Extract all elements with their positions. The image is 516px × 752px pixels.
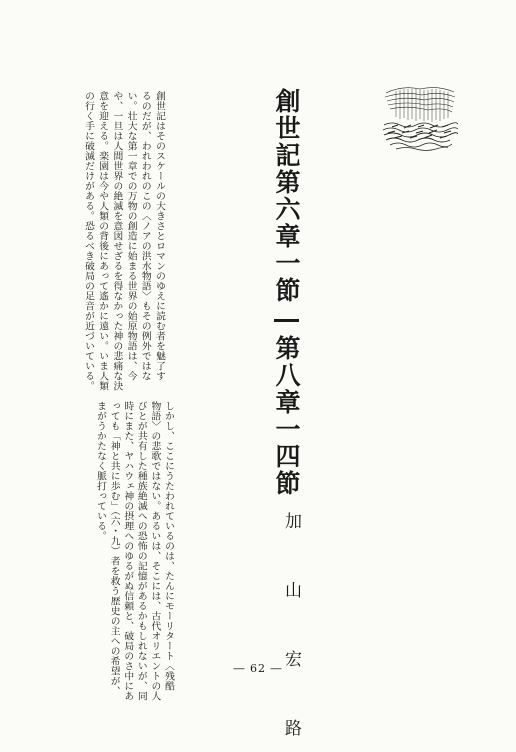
body-line: 時にまた、ヤハウェ神の摂理へのゆるがぬ信頼と、破局のさ中にあ [122, 401, 134, 701]
body-line: まがうかたなく脈打っている。 [95, 401, 107, 541]
article-title: 創世記第六章一節―第八章一四節 [272, 88, 301, 497]
body-line: しかし、ここにうたわれているのは、たんにモーリタート〈残酷 [163, 401, 174, 691]
intro-line: るのだが、われわれのこの〈ノアの洪水物語〉もその例外ではな [139, 91, 151, 381]
intro-line: 意を迎える。楽園は今や人類の背後にあって遙かに遠い。いま人類 [97, 91, 109, 391]
body-line: 物語〉の悲歌ではない。あるいは、そこには、古代オリエントの人 [149, 401, 161, 701]
body-line: びとが共有した種族絶滅への恐怖の記憶があるかもしれないが、同 [135, 401, 147, 701]
intro-line: や、一旦は人間世界の絶滅を意図せざるを得なかった神の悲痛な決 [111, 91, 123, 391]
intro-line: の行く手に破滅だけがある。恐るべき破局の足音が近づいている。 [82, 91, 94, 391]
intro-paragraph [64, 91, 166, 391]
body-line: っても「神と共に歩む」（六・九）者を救う歴史の主への希望が、 [108, 401, 120, 697]
body-paragraph [78, 401, 175, 701]
article-author: 加 山 宏 路 [281, 512, 301, 752]
intro-line: 創世記はそのスケールの大きさとロマンのゆえに読む者を魅了す [154, 91, 165, 381]
intro-line: い。壮大な第一章での万物の創造に始まる世界の始原物語は、今 [125, 91, 137, 381]
page-number: ― 62 ― [233, 662, 283, 675]
sea-landscape-engraving-icon [382, 83, 458, 153]
